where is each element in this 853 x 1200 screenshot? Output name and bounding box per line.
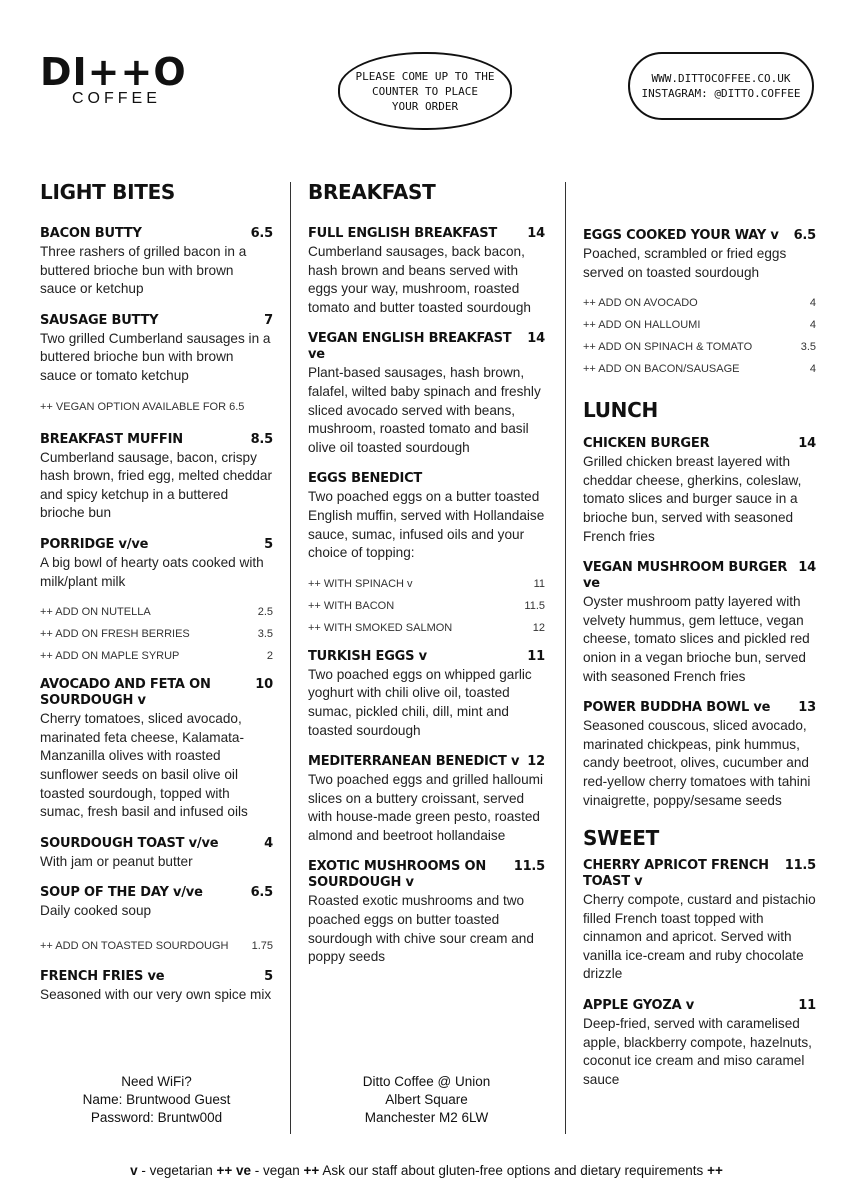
addon-row (40, 605, 273, 619)
item-price: 12 (527, 754, 545, 770)
item-description: Cumberland sausages, back bacon, hash brown and beans served with eggs your way, mushroom, roasted tomato and butter toasted sourdough (308, 244, 531, 315)
item-price: 14 (527, 226, 545, 241)
section-title-light-bites: LIGHT BITES (40, 180, 176, 204)
item-description: Two poached eggs and grilled halloumi slices on a buttery croissant, served with house-made green pesto, roasted almond and beetroot hollandaise (308, 772, 544, 843)
addon-label: ++ ADD ON HALLOUMI (583, 319, 701, 332)
item-price: 11.5 (513, 859, 545, 875)
dietary-footer (0, 1163, 853, 1178)
vegetarian-key: v (130, 1163, 138, 1178)
separator: ++ (216, 1163, 233, 1178)
item-name: POWER BUDDHA BOWL ve (583, 700, 771, 716)
menu-item-breakfast-muffin (40, 432, 273, 523)
item-price: 4 (264, 835, 273, 851)
menu-item-eggs-your-way (583, 228, 816, 282)
item-description: With jam or peanut butter (40, 853, 193, 869)
address-line: Ditto Coffee @ Union (362, 1074, 491, 1089)
vegan-label: - vegan (251, 1163, 304, 1178)
item-price: 8.5 (250, 431, 273, 447)
item-price: 7 (264, 312, 273, 328)
item-price: 6.5 (250, 885, 273, 901)
addon-label: ++ WITH SMOKED SALMON (308, 621, 453, 634)
addon-label: ++ ADD ON NUTELLA (40, 606, 151, 619)
item-name: FRENCH FRIES ve (40, 968, 165, 984)
brand-subtitle: COFFEE (72, 90, 161, 107)
addon-price: 1.75 (251, 939, 273, 952)
dietary-note: Ask our staff about gluten-free options and dietary requirements (319, 1163, 708, 1178)
item-price: 5 (264, 536, 273, 552)
instagram-handle[interactable]: INSTAGRAM: @DITTO.COFFEE (641, 87, 801, 100)
addon-price: 11.5 (524, 599, 545, 612)
menu-item-porridge (40, 537, 273, 591)
addon-label: ++ WITH BACON (308, 599, 395, 612)
item-price: 11 (527, 648, 545, 664)
column-divider (290, 182, 291, 1134)
item-description: Cherry compote, custard and pistachio filled French toast topped with cinnamon and apricot. Served with vanilla ice-cream and ruby chocolate drizzle (583, 892, 816, 982)
addon-label: ++ ADD ON MAPLE SYRUP (40, 650, 180, 663)
menu-item-french-toast (583, 858, 816, 984)
addon-row (40, 400, 273, 414)
menu-item-apple-gyoza (583, 998, 816, 1089)
menu-item-sourdough-toast (40, 836, 273, 872)
notice-line: COUNTER TO PLACE (372, 84, 478, 98)
item-name: AVOCADO AND FETA ON SOURDOUGH v (40, 677, 211, 709)
vegan-key: ve (232, 1163, 252, 1178)
item-description: Cumberland sausage, bacon, crispy hash brown, fried egg, melted cheddar and spicy ketchup in a buttered brioche bun (40, 449, 272, 521)
item-name: EXOTIC MUSHROOMS ON SOURDOUGH v (308, 859, 487, 891)
addon-price: 12 (532, 621, 545, 634)
addon-row (308, 621, 545, 635)
item-name: FULL ENGLISH BREAKFAST (308, 226, 498, 241)
addon-label: ++ VEGAN OPTION AVAILABLE FOR 6.5 (40, 400, 245, 413)
wifi-info (40, 1073, 273, 1127)
menu-item-vegan-english (308, 331, 545, 457)
item-price: 11.5 (784, 858, 816, 874)
item-description: Three rashers of grilled bacon in a buttered brioche bun with brown sauce or ketchup (40, 244, 247, 297)
item-price: 6.5 (250, 226, 273, 241)
addon-row (583, 362, 816, 376)
menu-item-chicken-burger (583, 436, 816, 546)
wifi-password: Password: Bruntw00d (90, 1110, 223, 1125)
section-title-lunch: LUNCH (583, 398, 658, 423)
menu-item-full-english (308, 226, 545, 317)
item-name: BREAKFAST MUFFIN (40, 431, 183, 447)
item-price: 5 (264, 968, 273, 984)
breakfast-column (308, 180, 545, 981)
menu-item-soup (40, 885, 273, 921)
addon-row (308, 577, 545, 591)
addon-row (583, 296, 816, 310)
item-description: Deep-fried, served with caramelised apple, blackberry compote, hazelnuts, coconut ice cream and miso caramel sauce (583, 1016, 812, 1087)
separator: ++ (707, 1163, 723, 1178)
item-name: EGGS COOKED YOUR WAY v (583, 228, 779, 243)
menu-item-avocado-feta (40, 677, 273, 822)
item-price: 11 (798, 998, 816, 1014)
vegetarian-label: - vegetarian (137, 1163, 217, 1178)
item-name: SAUSAGE BUTTY (40, 312, 159, 328)
item-price: 14 (798, 436, 816, 452)
item-description: Seasoned couscous, sliced avocado, marinated chickpeas, pink hummus, candy beetroot, olives, cucumber and red-yellow cherry tomatoes with tahini vinaigrette, poppy/sesame seeds (583, 718, 811, 808)
menu-item-turkish-eggs (308, 649, 545, 740)
addon-price: 4 (809, 297, 816, 310)
menu-item-mediterranean-benedict (308, 754, 545, 845)
item-description: Oyster mushroom patty layered with velvety hummus, gem lettuce, vegan cheese, tomato slices and pickled red onion in a vegan brioche bun, served with seasoned French fries (583, 594, 810, 684)
separator: ++ (303, 1163, 320, 1178)
item-name: VEGAN ENGLISH BREAKFAST ve (308, 331, 512, 363)
item-description: Seasoned with our very own spice mix (40, 986, 272, 1002)
addon-label: ++ ADD ON FRESH BERRIES (40, 628, 190, 641)
column-divider (565, 182, 566, 1134)
item-name: BACON BUTTY (40, 226, 142, 241)
brand-logo (40, 52, 200, 108)
item-name: SOURDOUGH TOAST v/ve (40, 835, 219, 851)
item-description: Two poached eggs on whipped garlic yoghurt with chili olive oil, toasted sumac, pickled chili, dill, mint and toasted sourdough (308, 666, 532, 738)
item-description: Roasted exotic mushrooms and two poached eggs on butter toasted sourdough with chive sour cream and poppy seeds (308, 893, 534, 965)
item-description: Daily cooked soup (40, 903, 152, 919)
item-price: 10 (255, 677, 273, 693)
item-name: CHICKEN BURGER (583, 436, 710, 452)
menu-item-sausage-butty (40, 313, 273, 386)
item-description: Cherry tomatoes, sliced avocado, marinated feta cheese, Kalamata-Manzanilla olives with roasted sunflower seeds on basil olive oil toasted sourdough, topped with sumac, fresh basil and infused oils (40, 711, 248, 820)
item-name: EGGS BENEDICT (308, 471, 423, 487)
addon-row (40, 939, 273, 953)
menu-item-bacon-butty (40, 226, 273, 299)
addon-label: ++ ADD ON BACON/SAUSAGE (583, 363, 740, 376)
contact-bubble (628, 52, 814, 120)
address-info (308, 1073, 545, 1127)
addon-label: ++ ADD ON TOASTED SOURDOUGH (40, 939, 229, 952)
item-price: 14 (527, 331, 545, 347)
item-description: Two grilled Cumberland sausages in a buttered brioche bun with brown sauce or tomato ketchup (40, 330, 271, 383)
item-description: A big bowl of hearty oats cooked with milk/plant milk (40, 554, 264, 589)
addon-price: 11 (533, 577, 545, 590)
addon-price: 3.5 (257, 628, 273, 641)
menu-item-exotic-mushrooms (308, 859, 545, 966)
light-bites-column (40, 180, 273, 1018)
item-name: TURKISH EGGS v (308, 648, 427, 664)
item-price: 13 (798, 700, 816, 716)
addon-price: 3.5 (800, 341, 816, 354)
website-link[interactable]: WWW.DITTOCOFFEE.CO.UK (651, 72, 791, 85)
addon-label: ++ ADD ON SPINACH & TOMATO (583, 341, 753, 354)
menu-item-vegan-mushroom-burger (583, 560, 816, 686)
notice-line: YOUR ORDER (391, 99, 459, 113)
notice-line: PLEASE COME UP TO THE (355, 69, 495, 83)
addon-row (583, 318, 816, 332)
item-name: SOUP OF THE DAY v/ve (40, 885, 203, 901)
address-line: Albert Square (385, 1092, 468, 1107)
order-notice-bubble (338, 52, 512, 130)
menu-item-french-fries (40, 969, 273, 1005)
wifi-heading: Need WiFi? (121, 1074, 192, 1089)
addon-price: 4 (809, 319, 816, 332)
menu-item-eggs-benedict (308, 471, 545, 562)
menu-item-buddha-bowl (583, 700, 816, 810)
addon-price: 2.5 (257, 606, 273, 619)
addon-label: ++ ADD ON AVOCADO (583, 297, 698, 310)
item-price: 6.5 (793, 228, 816, 243)
section-title-breakfast: BREAKFAST (308, 180, 436, 204)
addon-row (40, 649, 273, 663)
section-title-sweet: SWEET (583, 826, 659, 851)
item-description: Two poached eggs on a butter toasted English muffin, served with Hollandaise sauce, sumac, infused oils and your choice of topping: (308, 489, 545, 561)
item-name: PORRIDGE v/ve (40, 536, 149, 552)
item-name: MEDITERRANEAN BENEDICT v (308, 754, 520, 770)
item-description: Plant-based sausages, hash brown, falafel, wilted baby spinach and freshly sliced avocado served with beans, mushroom, roasted tomato and basil olive oil toasted sourdough (308, 365, 541, 455)
item-price: 14 (798, 560, 816, 576)
item-description: Poached, scrambled or fried eggs served on toasted sourdough (583, 246, 787, 280)
item-name: APPLE GYOZA v (583, 998, 695, 1014)
addon-row (308, 599, 545, 613)
item-description: Grilled chicken breast layered with cheddar cheese, gherkins, coleslaw, tomato slices and burger sauce in a brioche bun, served with seasoned French fries (583, 454, 802, 544)
brand-name: DI++O (40, 50, 187, 94)
lunch-sweet-column (583, 228, 816, 1103)
wifi-name: Name: Bruntwood Guest (82, 1092, 231, 1107)
addon-row (583, 340, 816, 354)
addon-label: ++ WITH SPINACH v (308, 577, 413, 590)
item-name: CHERRY APRICOT FRENCH TOAST v (583, 858, 769, 890)
addon-price: 2 (266, 650, 273, 663)
addon-price: 4 (809, 363, 816, 376)
item-name: VEGAN MUSHROOM BURGER ve (583, 560, 788, 592)
address-line: Manchester M2 6LW (364, 1110, 489, 1125)
addon-row (40, 627, 273, 641)
